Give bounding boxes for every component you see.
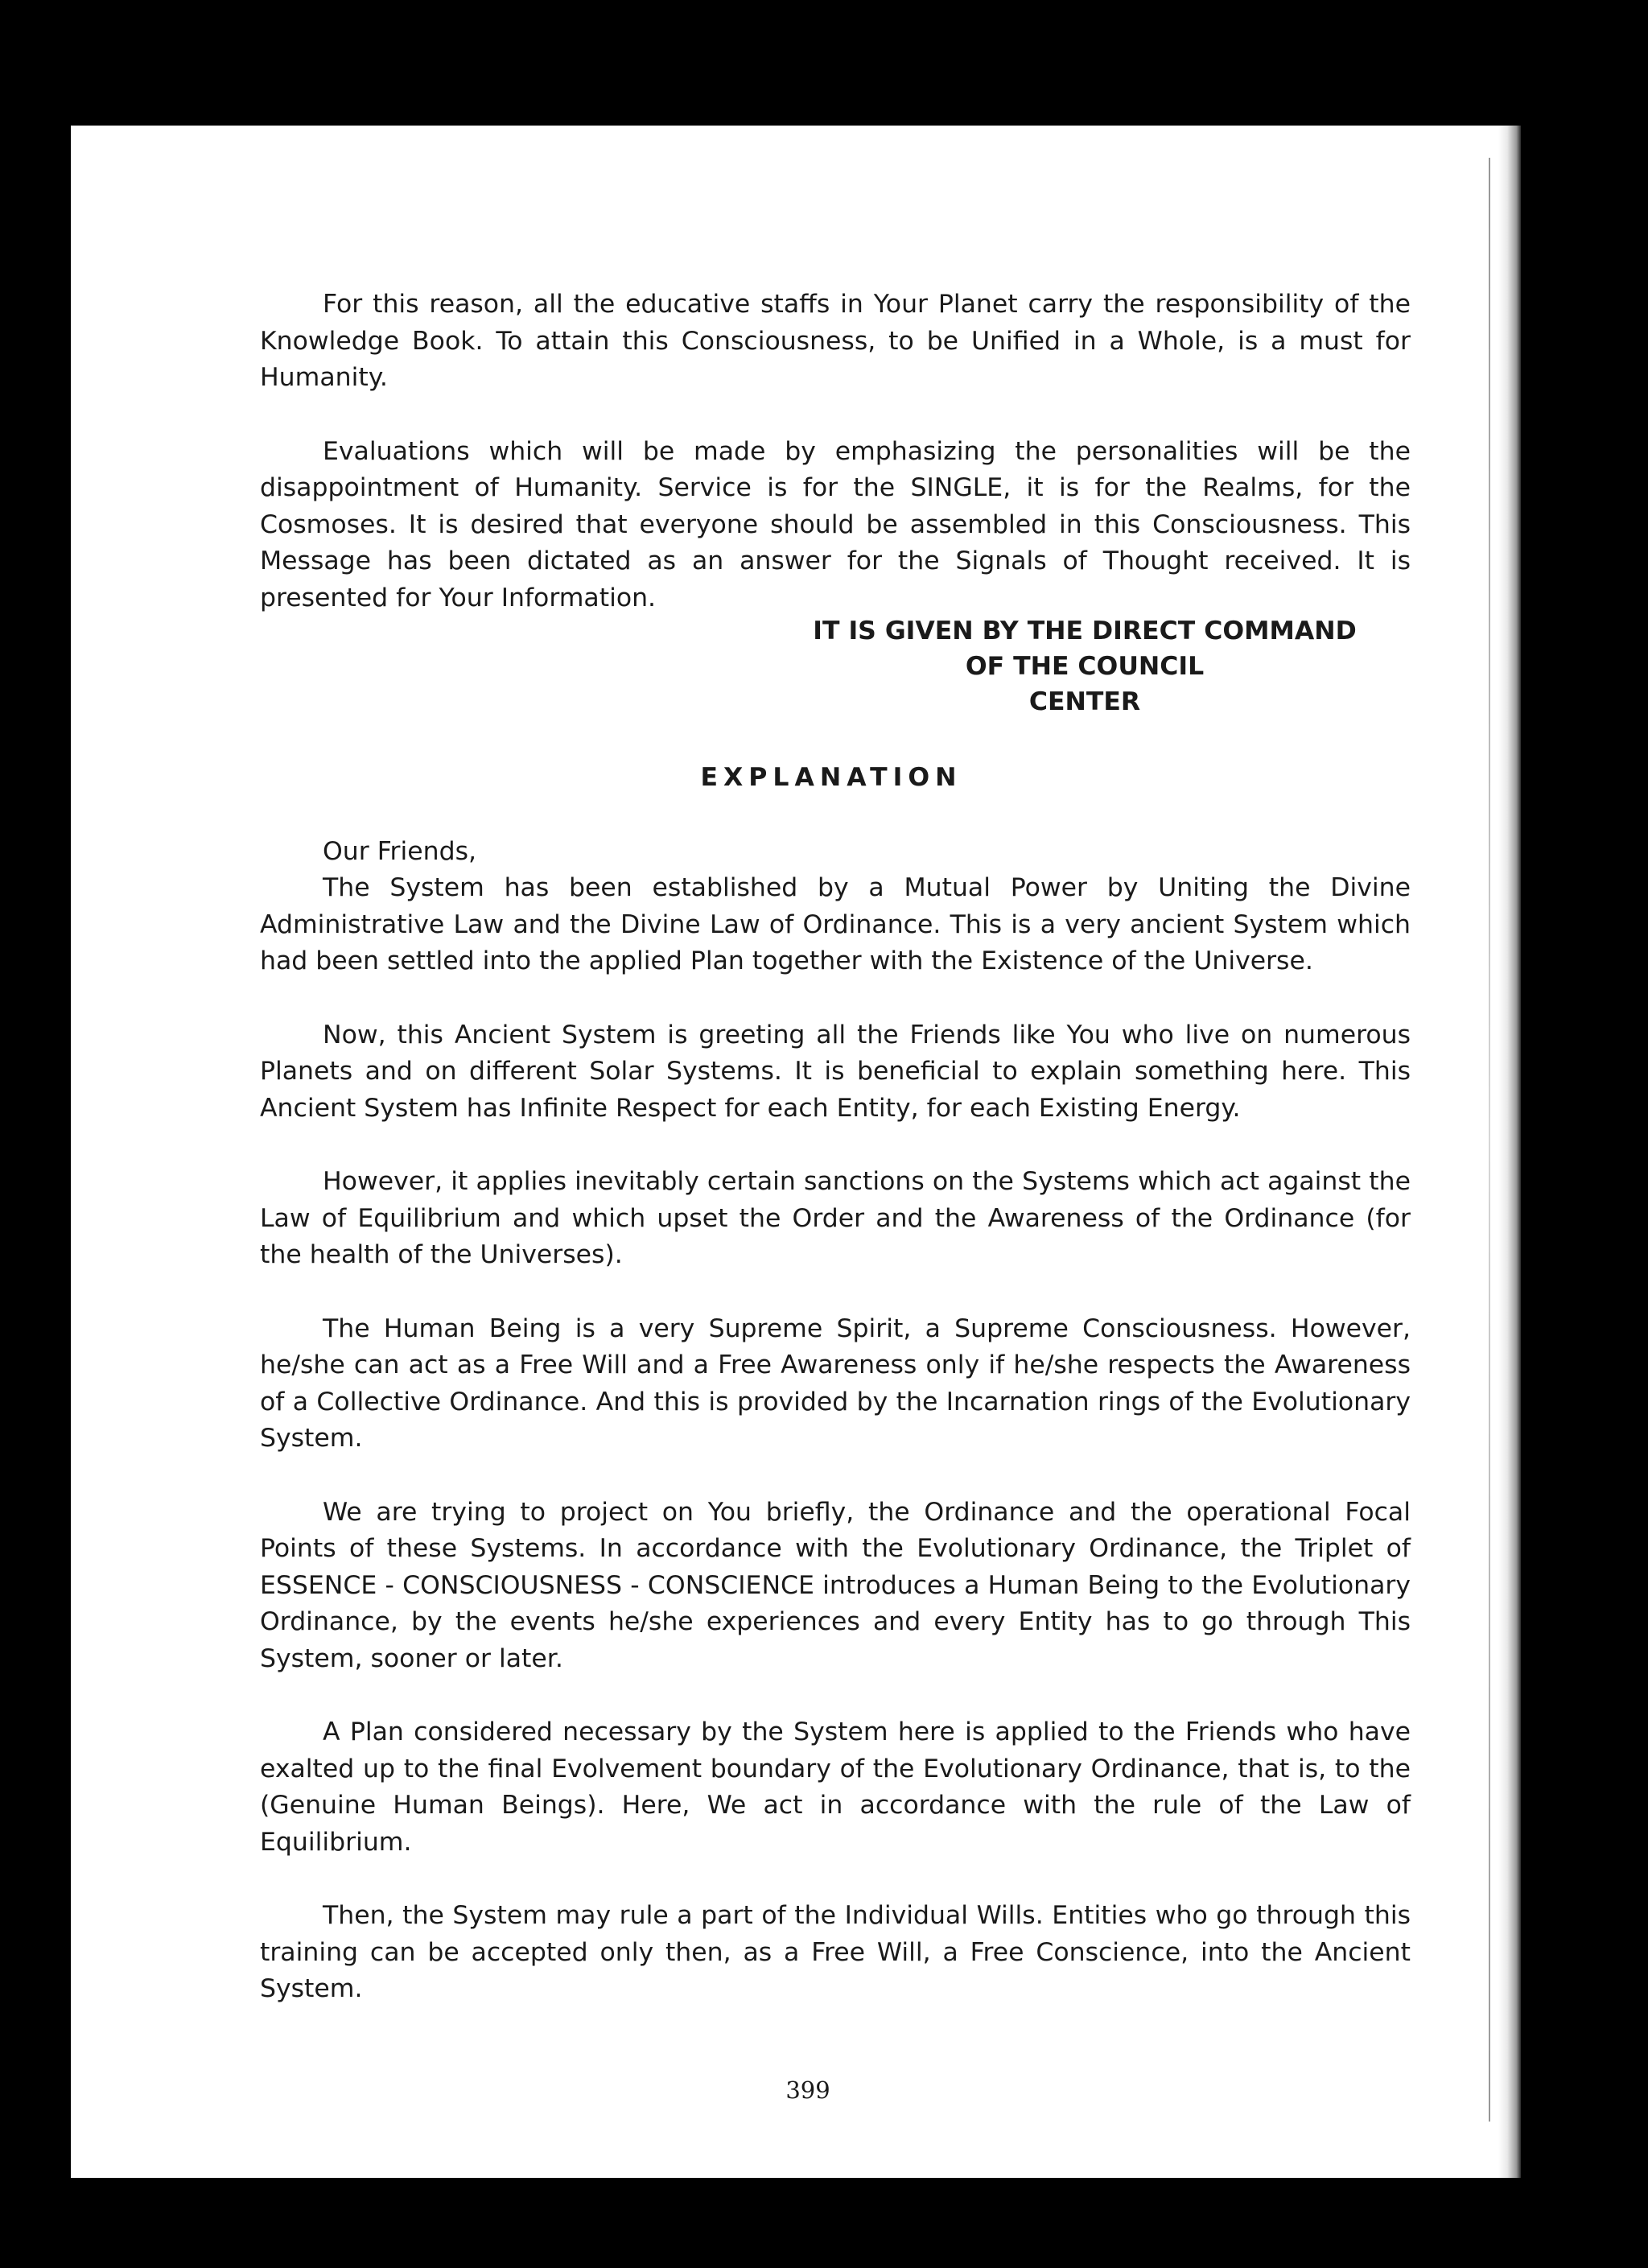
paragraph: The System has been established by a Mutual Power by Uniting the Divine Administrative Law and the Divine Law of Ordinance. This is a very ancient System which had been settled into the applied Plan together with the Existence of the Universe. (260, 873, 1411, 975)
paragraph: However, it applies inevitably certain sanctions on the Systems which act against the Law of Equilibrium and which upset the Order and the Awareness of the Ordinance (for the health of the Universes). (260, 1167, 1411, 1269)
page-content (260, 287, 1411, 2045)
signature-line: IT IS GIVEN BY THE DIRECT COMMAND (813, 616, 1357, 645)
page-number: 399 (785, 2076, 830, 2104)
paragraph: We are trying to project on You briefly, the Ordinance and the operational Focal Points of these Systems. In accordance with the Evolutionary Ordinance, the Triplet of ESSENCE - CONSCIOUSNESS - CONSCIENCE introduces a Human Being to the Evolutionary Ordinance, by the events he/she experiences and every Entity has to go through This System, sooner or later. (260, 1497, 1411, 1673)
paragraph: A Plan considered necessary by the System here is applied to the Friends who have exalted up to the final Evolvement boundary of the Evolutionary Ordinance, that is, to the (Genuine Human Beings). Here, We act in accordance with the rule of the Law of Equilibrium. (260, 1717, 1411, 1857)
signature-line: CENTER (1028, 687, 1141, 716)
section-heading: EXPLANATION (700, 763, 962, 792)
paragraph: Now, this Ancient System is greeting all the Friends like You who live on numerous Planets and on different Solar Systems. It is beneficial to explain something here. This Ancient System has Infinite Respect for each Entity, for each Existing Energy. (260, 1020, 1411, 1123)
paragraph: Then, the System may rule a part of the Individual Wills. Entities who go through this training can be accepted only then, as a Free Will, a Free Conscience, into the Ancient System. (260, 1901, 1411, 2003)
signature-line: OF THE COUNCIL (965, 652, 1205, 681)
spine-shadow (1498, 126, 1521, 2178)
paragraph: The Human Being is a very Supreme Spirit, a Supreme Consciousness. However, he/she can act as a Free Will and a Free Awareness only if he/she respects the Awareness of a Collective Ordinance. And this is provided by the Incarnation rings of the Evolutionary System. (260, 1313, 1411, 1453)
signature-block (260, 613, 1411, 720)
page-edge-line (1489, 158, 1490, 2122)
paragraph: Evaluations which will be made by emphasizing the personalities will be the disappointment of Humanity. Service is for the SINGLE, it is for the Realms, for the Cosmoses. It is desired that everyone should be assembled in this Consciousness. This Message has been dictated as an answer for the Signals of Thought received. It is presented for Your Information. (260, 436, 1411, 612)
paragraph: For this reason, all the educative staffs in Your Planet carry the responsibility of the Knowledge Book. To attain this Consciousness, to be Unified in a Whole, is a must for Humanity. (260, 290, 1411, 392)
greeting: Our Friends, (323, 836, 477, 866)
book-page (71, 126, 1521, 2178)
